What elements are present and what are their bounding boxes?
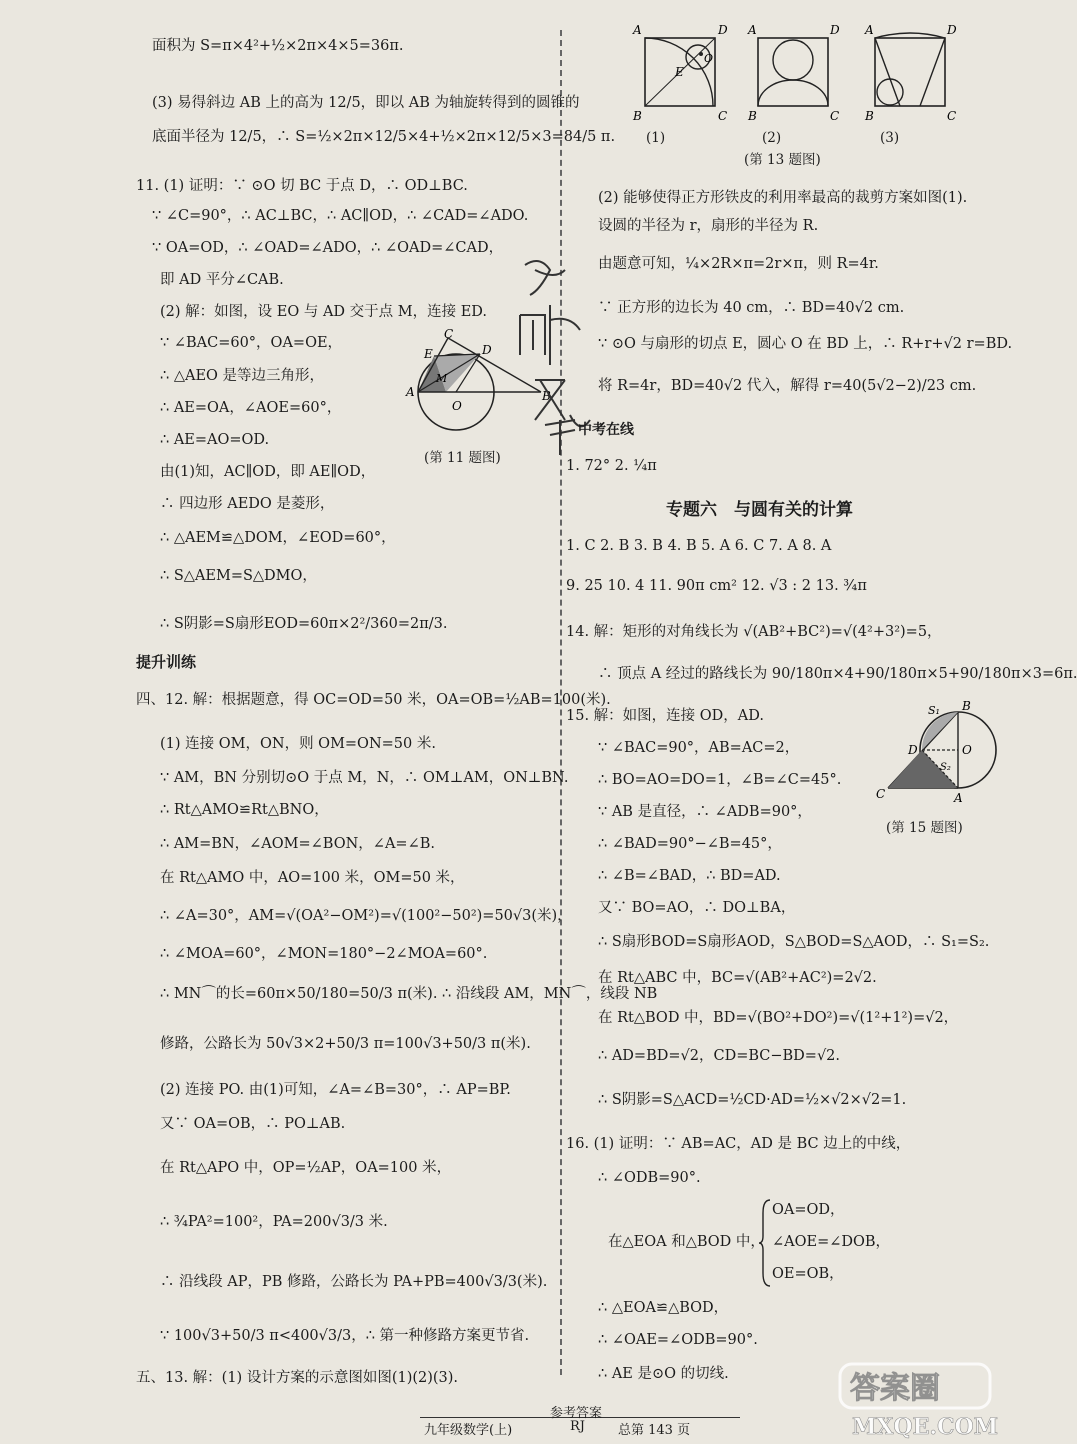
text-line: 14. 解：矩形的对角线长为 √(AB²+BC²)=√(4²+3²)=5， <box>566 624 942 640</box>
page-footer <box>0 1406 1000 1444</box>
text-line: ∴ ∠OAE=∠ODB=90°. <box>598 1332 758 1348</box>
text-line: ∵ AM，BN 分别切⊙O 于点 M，N，∴ OM⊥AM，ON⊥BN. <box>160 770 569 786</box>
fig-label: M <box>436 372 448 385</box>
text-line: 修路，公路长为 50√3×2+50/3 π=100√3+50/3 π(米). <box>160 1036 531 1052</box>
text-line: ∴ △EOA≌△BOD， <box>598 1300 729 1316</box>
text-line: 在 Rt△BOD 中，BD=√(BO²+DO²)=√(1²+1²)=√2， <box>598 1010 959 1026</box>
text-line: ∵ ∠C=90°，∴ AC⊥BC，∴ AC∥OD，∴ ∠CAD=∠ADO. <box>152 208 529 224</box>
text-line: ∴ Rt△AMO≌Rt△BNO， <box>160 802 329 818</box>
text-line: ∴ ∠ODB=90°. <box>598 1170 701 1186</box>
text-line: ∴ ¾PA²=100²，PA=200√3/3 米. <box>160 1214 388 1230</box>
fig-label: D <box>482 343 492 357</box>
svg-text:B: B <box>865 109 874 123</box>
text-line: ∵ ∠BAC=90°，AB=AC=2， <box>598 740 800 756</box>
text-line: ∴ AD=BD=√2，CD=BC−BD=√2. <box>598 1048 841 1064</box>
svg-text:S₂: S₂ <box>940 762 951 773</box>
text-line: 四、12. 解：根据题意，得 OC=OD=50 米，OA=OB=½AB=100(米). <box>136 692 611 708</box>
section-heading: 提升训练 <box>136 653 197 671</box>
svg-text:B: B <box>748 109 757 123</box>
text-line: 在 Rt△APO 中，OP=½AP，OA=100 米， <box>160 1160 452 1176</box>
fig-label: B <box>542 389 551 403</box>
handwriting-text: 学 助 文 档 <box>505 250 510 251</box>
section-heading: 中考在线 <box>578 422 634 438</box>
text-line: ∴ 沿线段 AP，PB 修路，公路长为 PA+PB=400√3/3(米). <box>160 1274 548 1290</box>
svg-text:A: A <box>748 23 757 37</box>
text-line: ∴ S扇形BOD=S扇形AOD，S△BOD=S△AOD，∴ S₁=S₂. <box>598 934 990 950</box>
fig-label: O <box>452 399 462 413</box>
svg-text:O: O <box>704 52 714 65</box>
text-line: 设圆的半径为 r，扇形的半径为 R. <box>598 218 819 234</box>
svg-text:O: O <box>962 743 972 757</box>
text-line: ∴ △AEM≌△DOM，∠EOD=60°， <box>160 530 396 546</box>
text-line: 在△EOA 和△BOD 中， <box>608 1234 765 1250</box>
figure-15-caption: (第 15 题图) <box>886 820 963 836</box>
chapter-title: 专题六 与圆有关的计算 <box>666 500 853 520</box>
figure-13-caption: (第 13 题图) <box>744 152 821 168</box>
figure-13-subcaption: (3) <box>880 130 900 146</box>
text-line: 在 Rt△ABC 中，BC=√(AB²+AC²)=2√2. <box>598 970 877 986</box>
text-line: ∴ ∠BAD=90°−∠B=45°， <box>598 836 782 852</box>
text-line: OE=OB， <box>772 1266 844 1282</box>
text-line: ∵ ∠BAC=60°，OA=OE， <box>160 335 343 351</box>
text-line: ∴ S阴影=S△ACD=½CD·AD=½×√2×√2=1. <box>598 1092 907 1108</box>
fig-label: A <box>406 385 415 399</box>
text-line: ∴ AE=AO=OD. <box>160 432 270 448</box>
svg-text:A: A <box>865 23 874 37</box>
svg-text:S₁: S₁ <box>928 704 940 717</box>
text-line: 在 Rt△AMO 中，AO=100 米，OM=50 米， <box>160 870 465 886</box>
watermark-brand: 答案圈 <box>850 1371 940 1406</box>
text-line: 1. 72° 2. ¼π <box>566 458 657 474</box>
text-line: ∴ MN⌒的长=60π×50/180=50/3 π(米). ∴ 沿线段 AM，MN⌒，线段 NB <box>160 986 658 1002</box>
figure-15 <box>870 700 1000 810</box>
text-line: (2) 连接 PO. 由(1)可知，∠A=∠B=30°，∴ AP=BP. <box>160 1082 511 1098</box>
figure-13 <box>630 20 1020 125</box>
text-line: ∴ ∠A=30°，AM=√(OA²−OM²)=√(100²−50²)=50√3(米)， <box>160 908 572 924</box>
svg-text:C: C <box>876 787 886 801</box>
text-line: ∵ 正方形的边长为 40 cm，∴ BD=40√2 cm. <box>598 300 905 316</box>
text-line: 即 AD 平分∠CAB. <box>160 272 284 288</box>
text-line: ∴ S阴影=S扇形EOD=60π×2²/360=2π/3. <box>160 616 448 632</box>
svg-text:B: B <box>962 699 971 713</box>
text-line: ∴ 顶点 A 经过的路线长为 90/180π×4+90/180π×5+90/180π×3=6π. <box>598 666 1077 682</box>
svg-text:A: A <box>633 23 642 37</box>
text-line: 1. C 2. B 3. B 4. B 5. A 6. C 7. A 8. A <box>566 538 832 554</box>
text-line: ∵ ⊙O 与扇形的切点 E，圆心 O 在 BD 上，∴ R+r+√2 r=BD. <box>598 336 1013 352</box>
footer-page-number: 总第 143 页 <box>618 1423 691 1438</box>
text-line: ∴ S△AEM=S△DMO， <box>160 568 317 584</box>
text-line: 又∵ OA=OB，∴ PO⊥AB. <box>160 1116 346 1132</box>
text-line: 由(1)知，AC∥OD，即 AE∥OD， <box>160 464 376 480</box>
text-line: ∴ AE=OA，∠AOE=60°， <box>160 400 342 416</box>
fig-label: C <box>444 327 454 341</box>
figure-11-caption: (第 11 题图) <box>424 450 501 466</box>
svg-text:B: B <box>633 109 642 123</box>
text-line: 由题意可知，¼×2R×π=2r×π，则 R=4r. <box>598 256 879 272</box>
text-line: (3) 易得斜边 AB 上的高为 12/5，即以 AB 为轴旋转得到的圆锥的 <box>152 95 580 111</box>
text-line: (2) 解：如图，设 EO 与 AD 交于点 M，连接 ED. <box>160 304 488 320</box>
text-line: 面积为 S=π×4²+½×2π×4×5=36π. <box>152 38 404 54</box>
svg-text:C: C <box>830 109 840 123</box>
text-line: 9. 25 10. 4 11. 90π cm² 12. √3 : 2 13. ¾π <box>566 578 867 594</box>
brace <box>758 1198 772 1288</box>
fig-label: E <box>424 347 433 361</box>
text-line: ∴ AE 是⊙O 的切线. <box>598 1366 729 1382</box>
svg-text:D: D <box>908 743 918 757</box>
text-line: ∴ BO=AO=DO=1，∠B=∠C=45°. <box>598 772 842 788</box>
text-line: 又∵ BO=AO，∴ DO⊥BA， <box>598 900 796 916</box>
svg-text:E: E <box>675 65 684 79</box>
text-line: ∵ 100√3+50/3 π<400√3/3，∴ 第一种修路方案更节省. <box>160 1328 530 1344</box>
text-line: ∴ ∠B=∠BAD，∴ BD=AD. <box>598 868 781 884</box>
text-line: ∴ 四边形 AEDO 是菱形， <box>160 496 335 512</box>
text-line: ∴ AM=BN，∠AOM=∠BON，∠A=∠B. <box>160 836 435 852</box>
text-line: 将 R=4r，BD=40√2 代入，解得 r=40(5√2−2)/23 cm. <box>598 378 977 394</box>
figure-13-subcaption: (1) <box>646 130 666 146</box>
text-line: OA=OD， <box>772 1202 845 1218</box>
text-line: ∵ AB 是直径，∴ ∠ADB=90°， <box>598 804 812 820</box>
text-line: 底面半径为 12/5，∴ S=½×2π×12/5×4+½×2π×12/5×3=84/5 π. <box>152 129 616 145</box>
text-line: ∴ △AEO 是等边三角形， <box>160 368 325 384</box>
svg-text:D: D <box>830 23 840 37</box>
svg-text:C: C <box>718 109 728 123</box>
footer-title: 参考答案 <box>550 1406 603 1421</box>
figure-13-subcaption: (2) <box>762 130 782 146</box>
text-line: 11. (1) 证明：∵ ⊙O 切 BC 于点 D，∴ OD⊥BC. <box>136 178 468 194</box>
text-line: (1) 连接 OM，ON，则 OM=ON=50 米. <box>160 736 436 752</box>
text-line: 16. (1) 证明：∵ AB=AC，AD 是 BC 边上的中线， <box>566 1136 911 1152</box>
text-line: ∠AOE=∠DOB， <box>772 1234 891 1250</box>
text-line: (2) 能够使得正方形铁皮的利用率最高的裁剪方案如图(1). <box>598 190 968 206</box>
watermark-url: MXQE.COM <box>852 1414 999 1440</box>
text-line: 15. 解：如图，连接 OD，AD. <box>566 708 764 724</box>
footer-course: 九年级数学(上) <box>424 1423 513 1438</box>
svg-text:D: D <box>718 23 728 37</box>
text-line: ∴ ∠MOA=60°，∠MON=180°−2∠MOA=60°. <box>160 946 488 962</box>
svg-text:A: A <box>954 791 963 805</box>
text-line: ∵ OA=OD，∴ ∠OAD=∠ADO，∴ ∠OAD=∠CAD， <box>152 240 504 256</box>
svg-text:D: D <box>947 23 957 37</box>
svg-text:C: C <box>947 109 957 123</box>
text-line: 五、13. 解：(1) 设计方案的示意图如图(1)(2)(3). <box>136 1370 459 1386</box>
footer-edition: RJ <box>570 1419 585 1434</box>
